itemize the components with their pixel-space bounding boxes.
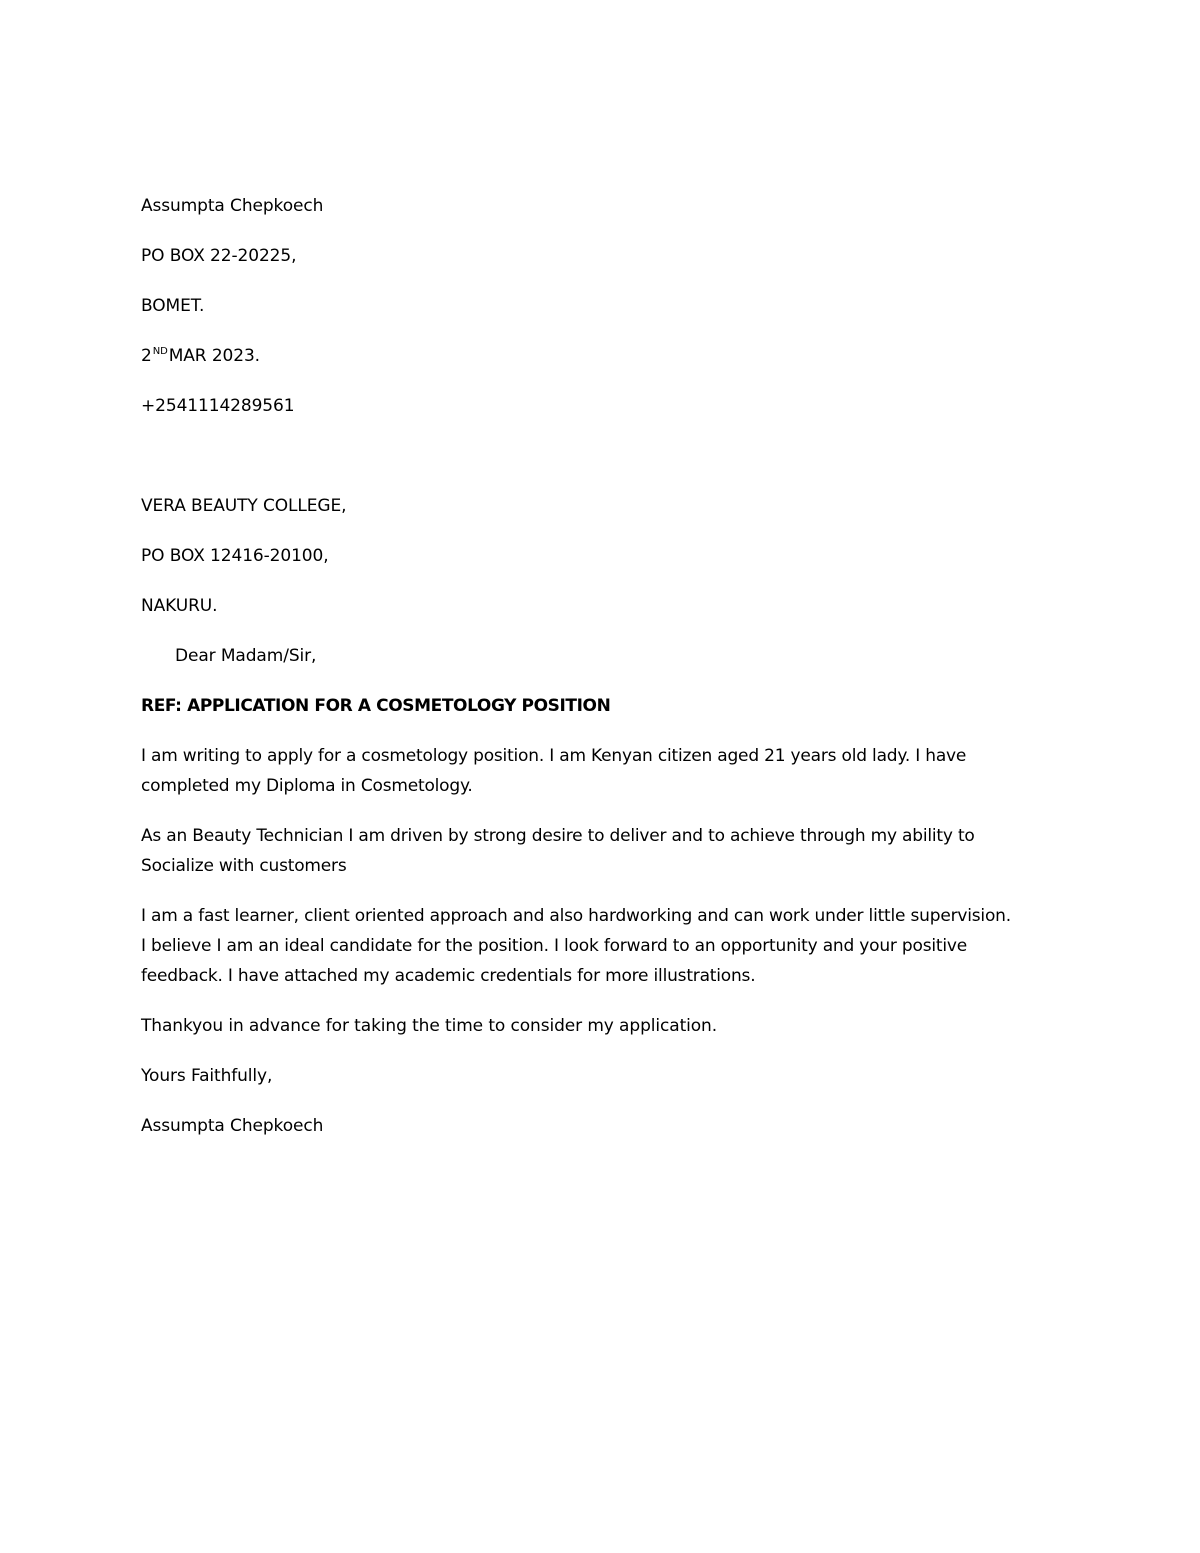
letter-date	[141, 346, 260, 366]
body-paragraph-2	[141, 821, 1081, 881]
paragraph-line: Socialize with customers	[141, 856, 347, 876]
paragraph-line: I am a fast learner, client oriented approach and also hardworking and can work under little supervision.	[141, 906, 1011, 926]
body-paragraph-3	[141, 901, 1081, 991]
date-day: 2	[141, 346, 152, 366]
date-rest: MAR 2023.	[168, 346, 260, 366]
closing-thanks: Thankyou in advance for taking the time to consider my application.	[141, 1016, 718, 1036]
sender-phone: +2541114289561	[141, 396, 295, 416]
paragraph-line: feedback. I have attached my academic credentials for more illustrations.	[141, 966, 756, 986]
salutation: Dear Madam/Sir,	[175, 646, 317, 666]
body-paragraph-1	[141, 741, 1081, 801]
sign-off: Yours Faithfully,	[141, 1066, 273, 1086]
recipient-address-line1: PO BOX 12416-20100,	[141, 546, 329, 566]
sender-name: Assumpta Chepkoech	[141, 196, 324, 216]
recipient-address-line2: NAKURU.	[141, 596, 218, 616]
recipient-name: VERA BEAUTY COLLEGE,	[141, 496, 347, 516]
date-suffix: ND	[152, 346, 168, 358]
signature-name: Assumpta Chepkoech	[141, 1116, 324, 1136]
paragraph-line: I believe I am an ideal candidate for the position. I look forward to an opportunity and your positive	[141, 936, 967, 956]
paragraph-line: I am writing to apply for a cosmetology position. I am Kenyan citizen aged 21 years old lady. I have	[141, 746, 967, 766]
reference-line: REF: APPLICATION FOR A COSMETOLOGY POSITION	[141, 696, 611, 716]
sender-address-line1: PO BOX 22-20225,	[141, 246, 297, 266]
paragraph-line: completed my Diploma in Cosmetology.	[141, 776, 473, 796]
paragraph-line: As an Beauty Technician I am driven by strong desire to deliver and to achieve through my ability to	[141, 826, 975, 846]
sender-address-line2: BOMET.	[141, 296, 205, 316]
